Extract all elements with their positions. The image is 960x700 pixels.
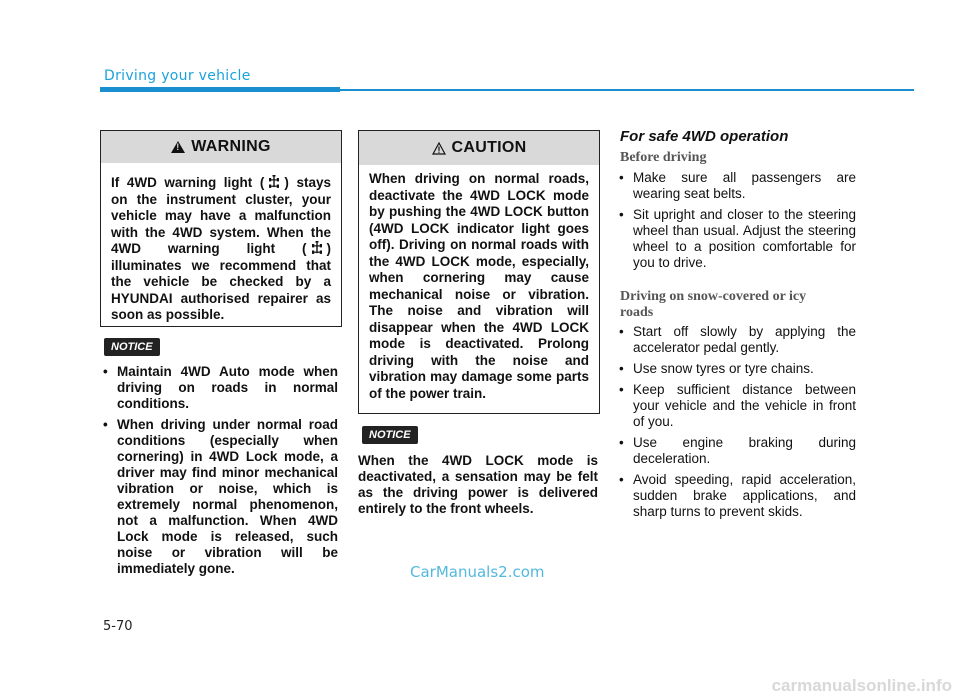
chapter-title: Driving your vehicle: [104, 68, 251, 84]
warning-box: [100, 130, 342, 327]
list-item: • Use snow tyres or tyre chains.: [614, 361, 856, 377]
section-title: For safe 4WD operation: [620, 128, 789, 145]
list-item: • Maintain 4WD Auto mode when driving on roads in normal conditions.: [98, 364, 338, 412]
notice-label-left: NOTICE: [104, 338, 160, 356]
warning-text-part-2: ) stays on the instrument cluster, your vehicle may have a malfunction with the 4WD system. When the 4WD warning light (: [111, 175, 331, 256]
warning-text-part-3: ) illuminates we recommend that the vehicle be checked by a HYUNDAI authorised repairer as soon as possible.: [111, 241, 331, 322]
list-item: • Keep sufficient distance between your vehicle and the vehicle in front of you.: [614, 382, 856, 430]
left-notice-list: [98, 364, 338, 582]
page-number: 5-70: [103, 619, 133, 634]
before-driving-heading: Before driving: [620, 150, 707, 165]
list-item: • When driving under normal road conditions (especially when cornering) in 4WD Lock mode, a driver may find minor mechanical vibration or noise, which is extremely normal phenomenon, not a malfunction. When 4WD Lock mode is released, such noise or vibration will be immediately gone.: [98, 417, 338, 577]
footer-watermark: carmanualsonline.info: [771, 676, 952, 695]
caution-box: [358, 130, 600, 414]
list-item: • Sit upright and closer to the steering wheel than usual. Adjust the steering wheel to a position comfortable for you to drive.: [614, 207, 856, 271]
4wd-warning-light-icon: [309, 241, 325, 255]
list-item: • Make sure all passengers are wearing seat belts.: [614, 170, 856, 202]
list-item: • Use engine braking during deceleration.: [614, 435, 856, 467]
snow-roads-list: [614, 324, 856, 525]
warning-title: WARNING: [191, 138, 271, 155]
snow-roads-heading-line-2: roads: [620, 305, 654, 320]
before-driving-list: [614, 170, 856, 276]
warning-text-part-1: If 4WD warning light (: [111, 175, 265, 190]
snow-roads-heading: [620, 289, 806, 321]
middle-notice-text: When the 4WD LOCK mode is deactivated, a sensation may be felt as the driving power is delivered entirely to the front wheels.: [358, 453, 598, 516]
caution-triangle-icon: [432, 142, 446, 155]
list-item: • Avoid speeding, rapid acceleration, sudden brake applications, and sharp turns to prevent skids.: [614, 472, 856, 520]
caution-title: CAUTION: [451, 139, 527, 156]
caution-header: [359, 131, 599, 165]
4wd-warning-light-icon: [266, 175, 282, 189]
header-rule-thick: [100, 87, 340, 92]
caution-text: When driving on normal roads, deactivate the 4WD LOCK mode by pushing the 4WD LOCK button (4WD LOCK indicator light goes off). Driving on normal roads with the 4WD LOCK mode, especially, when cornering may cause mechanical noise or vibration. The noise and vibration will disappear when the 4WD LOCK mode is deactivated. Prolong driving with the noise and vibration may damage some parts of the power train.: [369, 171, 589, 401]
list-item: • Start off slowly by applying the accelerator pedal gently.: [614, 324, 856, 356]
warning-triangle-icon: [171, 141, 185, 153]
header-rule-thin: [340, 89, 914, 91]
warning-text: [101, 163, 341, 332]
watermark-link[interactable]: CarManuals2.com: [410, 563, 545, 581]
snow-roads-heading-line-1: Driving on snow-covered or icy: [620, 289, 807, 304]
notice-label-middle: NOTICE: [362, 426, 418, 444]
warning-header: [101, 131, 341, 163]
